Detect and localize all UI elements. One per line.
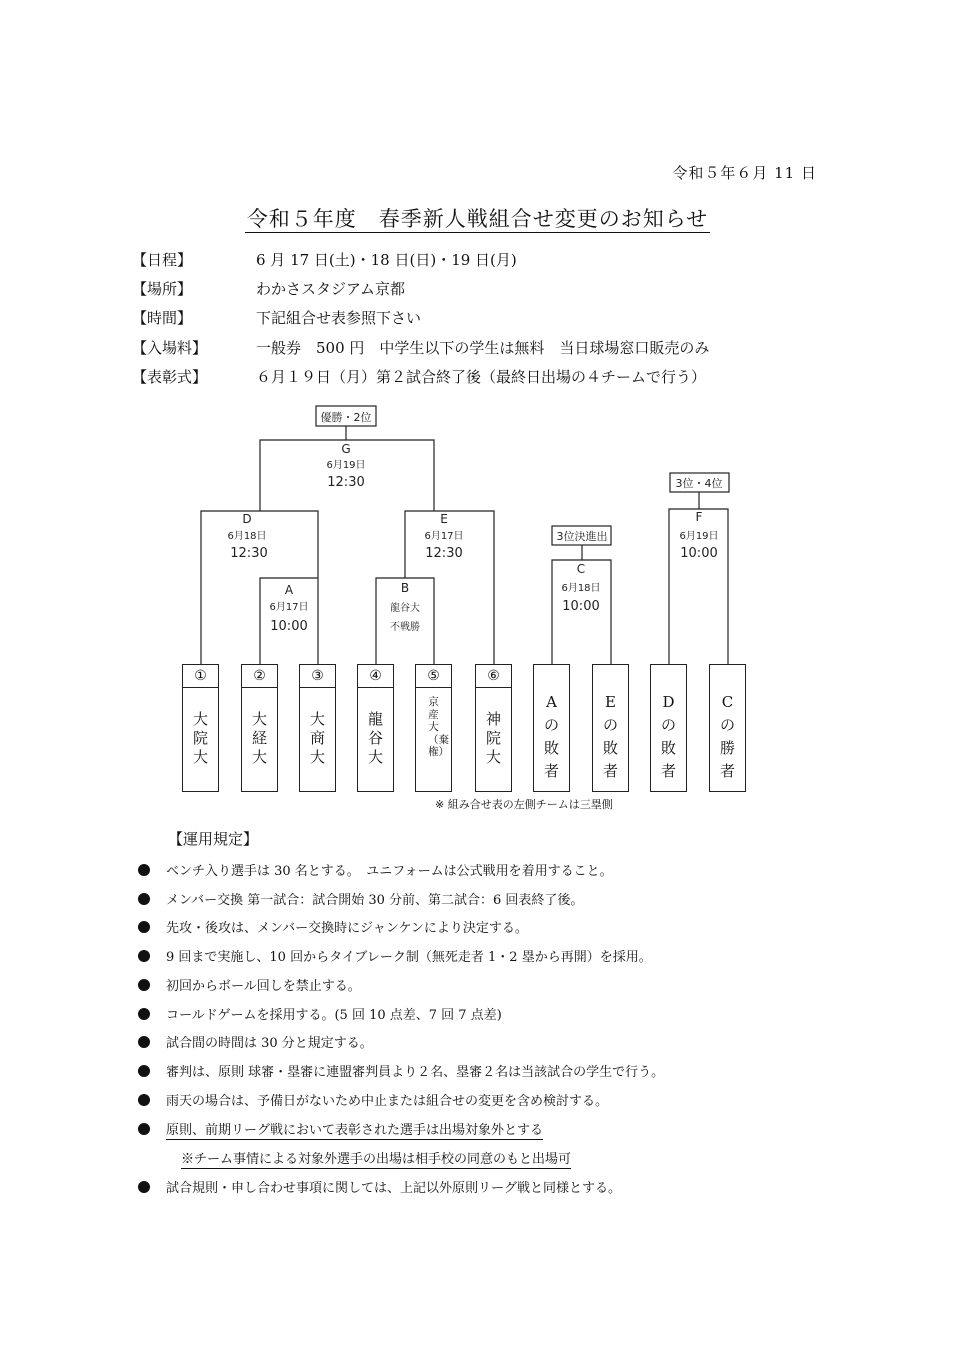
third-decider-box-label: 3位決進出 xyxy=(556,530,608,543)
game-c-date: 6月18日 xyxy=(561,583,601,594)
rule-item xyxy=(138,946,652,965)
team-box-loser-e xyxy=(592,664,629,792)
rule-text: 初回からボール回しを禁止する。 xyxy=(166,979,361,994)
bullet-icon xyxy=(138,921,150,933)
game-e-time: 12:30 xyxy=(425,546,463,561)
bullet-icon xyxy=(138,979,150,991)
game-g-code: G xyxy=(341,442,351,456)
info-venue-label: 【場所】 xyxy=(132,280,193,298)
team-name: Dの敗者 xyxy=(660,693,676,780)
rule-text: ベンチ入り選手は 30 名とする。 ユニフォームは公式戦用を着用すること。 xyxy=(166,864,613,879)
rule-item xyxy=(138,1032,373,1051)
bullet-icon xyxy=(138,1065,150,1077)
team-name: Cの勝者 xyxy=(719,693,735,780)
game-b-line1: 龍谷大 xyxy=(390,603,420,614)
game-e-date: 6月17日 xyxy=(424,531,464,542)
game-e-code: E xyxy=(440,512,448,526)
game-d-code: D xyxy=(242,512,252,526)
rule-text: 原則、前期リーグ戦において表彰された選手は出場対象外とする xyxy=(166,1123,544,1138)
rule-item xyxy=(138,1004,502,1023)
team-box-3 xyxy=(299,664,336,792)
rule-item xyxy=(138,889,583,908)
game-f-code: F xyxy=(695,510,703,524)
info-time-label: 【時間】 xyxy=(132,309,193,327)
game-f-time: 10:00 xyxy=(680,546,718,561)
team-number: ① xyxy=(183,665,218,688)
rule-subnote xyxy=(181,1148,571,1167)
game-c-code: C xyxy=(576,562,586,576)
team-number: ② xyxy=(242,665,277,688)
bullet-icon xyxy=(138,1094,150,1106)
document-title-text: 令和５年度 春季新人戦組合せ変更のお知らせ xyxy=(246,207,709,231)
rule-item xyxy=(138,975,361,994)
team-box-loser-a xyxy=(533,664,570,792)
rules-heading: 【運用規定】 xyxy=(168,830,259,848)
game-g-date: 6月19日 xyxy=(326,460,366,471)
team-box-loser-d xyxy=(650,664,687,792)
bullet-icon xyxy=(138,864,150,876)
rule-text: コールドゲームを採用する。(5 回 10 点差、7 回 7 点差) xyxy=(166,1008,502,1023)
rule-item xyxy=(138,1119,543,1138)
rule-text: 試合間の時間は 30 分と規定する。 xyxy=(166,1036,373,1051)
bullet-icon xyxy=(138,1036,150,1048)
team-name: 神院大 xyxy=(485,710,501,766)
bullet-icon xyxy=(138,1123,150,1135)
rule-item xyxy=(138,1061,664,1080)
info-venue-value: わかさスタジアム京都 xyxy=(256,280,405,298)
rule-item xyxy=(138,860,613,879)
team-box-winner-c xyxy=(709,664,746,792)
team-name: Eの敗者 xyxy=(602,693,618,780)
game-f-date: 6月19日 xyxy=(679,531,719,542)
game-a-code: A xyxy=(284,583,294,597)
team-name: 京産大（棄権） xyxy=(428,696,449,758)
info-admission-value: 一般券 500 円 中学生以下の学生は無料 当日球場窓口販売のみ xyxy=(256,339,710,357)
final-box-label: 優勝・2位 xyxy=(320,411,372,424)
info-admission-label: 【入場料】 xyxy=(132,339,208,357)
game-b-code: B xyxy=(400,581,410,595)
bullet-icon xyxy=(138,1181,150,1193)
team-name: 大経大 xyxy=(251,710,267,766)
team-number: ⑤ xyxy=(416,665,451,688)
game-a-date: 6月17日 xyxy=(269,602,309,613)
rule-text: 試合規則・申し合わせ事項に関しては、上記以外原則リーグ戦と同様とする。 xyxy=(166,1181,622,1196)
info-time-value: 下記組合せ表参照下さい xyxy=(256,309,422,327)
team-box-6 xyxy=(475,664,512,792)
rule-text: メンバー交換 第一試合：試合開始 30 分前、第二試合：6 回表終了後。 xyxy=(166,893,584,908)
team-number: ④ xyxy=(358,665,393,688)
game-c-time: 10:00 xyxy=(562,599,600,614)
game-g-time: 12:30 xyxy=(327,475,365,490)
team-box-4 xyxy=(357,664,394,792)
rule-text: 9 回まで実施し、10 回からタイブレーク制（無死走者 1・2 塁から再開）を採用。 xyxy=(166,950,652,965)
rule-item xyxy=(138,917,528,936)
game-b-line2: 不戦勝 xyxy=(390,622,420,633)
bullet-icon xyxy=(138,1008,150,1020)
team-box-5 xyxy=(415,664,452,792)
game-d-time: 12:30 xyxy=(230,546,268,561)
rule-text: 審判は、原則 球審・塁審に連盟審判員より２名、塁審２名は当該試合の学生で行う。 xyxy=(166,1065,665,1080)
team-name: 大院大 xyxy=(192,710,208,766)
rule-text: 雨天の場合は、予備日がないため中止または組合せの変更を含め検討する。 xyxy=(166,1094,609,1109)
game-a-time: 10:00 xyxy=(270,619,308,634)
third-fourth-box-label: 3位・4位 xyxy=(675,477,723,490)
info-schedule-value: 6 月 17 日(土)・18 日(日)・19 日(月) xyxy=(256,251,517,269)
bullet-icon xyxy=(138,950,150,962)
team-number: ③ xyxy=(300,665,335,688)
bullet-icon xyxy=(138,893,150,905)
info-ceremony-value: ６月１９日（月）第２試合終了後（最終日出場の４チームで行う） xyxy=(256,368,707,386)
team-name: 大商大 xyxy=(309,710,325,766)
team-name: Aの敗者 xyxy=(543,693,559,780)
rule-item xyxy=(138,1177,621,1196)
rule-text: 先攻・後攻は、メンバー交換時にジャンケンにより決定する。 xyxy=(166,921,528,936)
info-ceremony-label: 【表彰式】 xyxy=(132,368,208,386)
team-name: 龍谷大 xyxy=(367,710,383,766)
team-box-2 xyxy=(241,664,278,792)
document-date: 令和５年６月 11 日 xyxy=(672,164,817,182)
team-box-1 xyxy=(182,664,219,792)
team-number: ⑥ xyxy=(476,665,511,688)
rule-subnote-text: ※チーム事情による対象外選手の出場は相手校の同意のもと出場可 xyxy=(181,1152,572,1167)
rule-item xyxy=(138,1090,608,1109)
bracket-note: ※ 組み合せ表の左側チームは三塁側 xyxy=(435,798,613,811)
info-schedule-label: 【日程】 xyxy=(132,251,193,269)
game-d-date: 6月18日 xyxy=(227,531,267,542)
